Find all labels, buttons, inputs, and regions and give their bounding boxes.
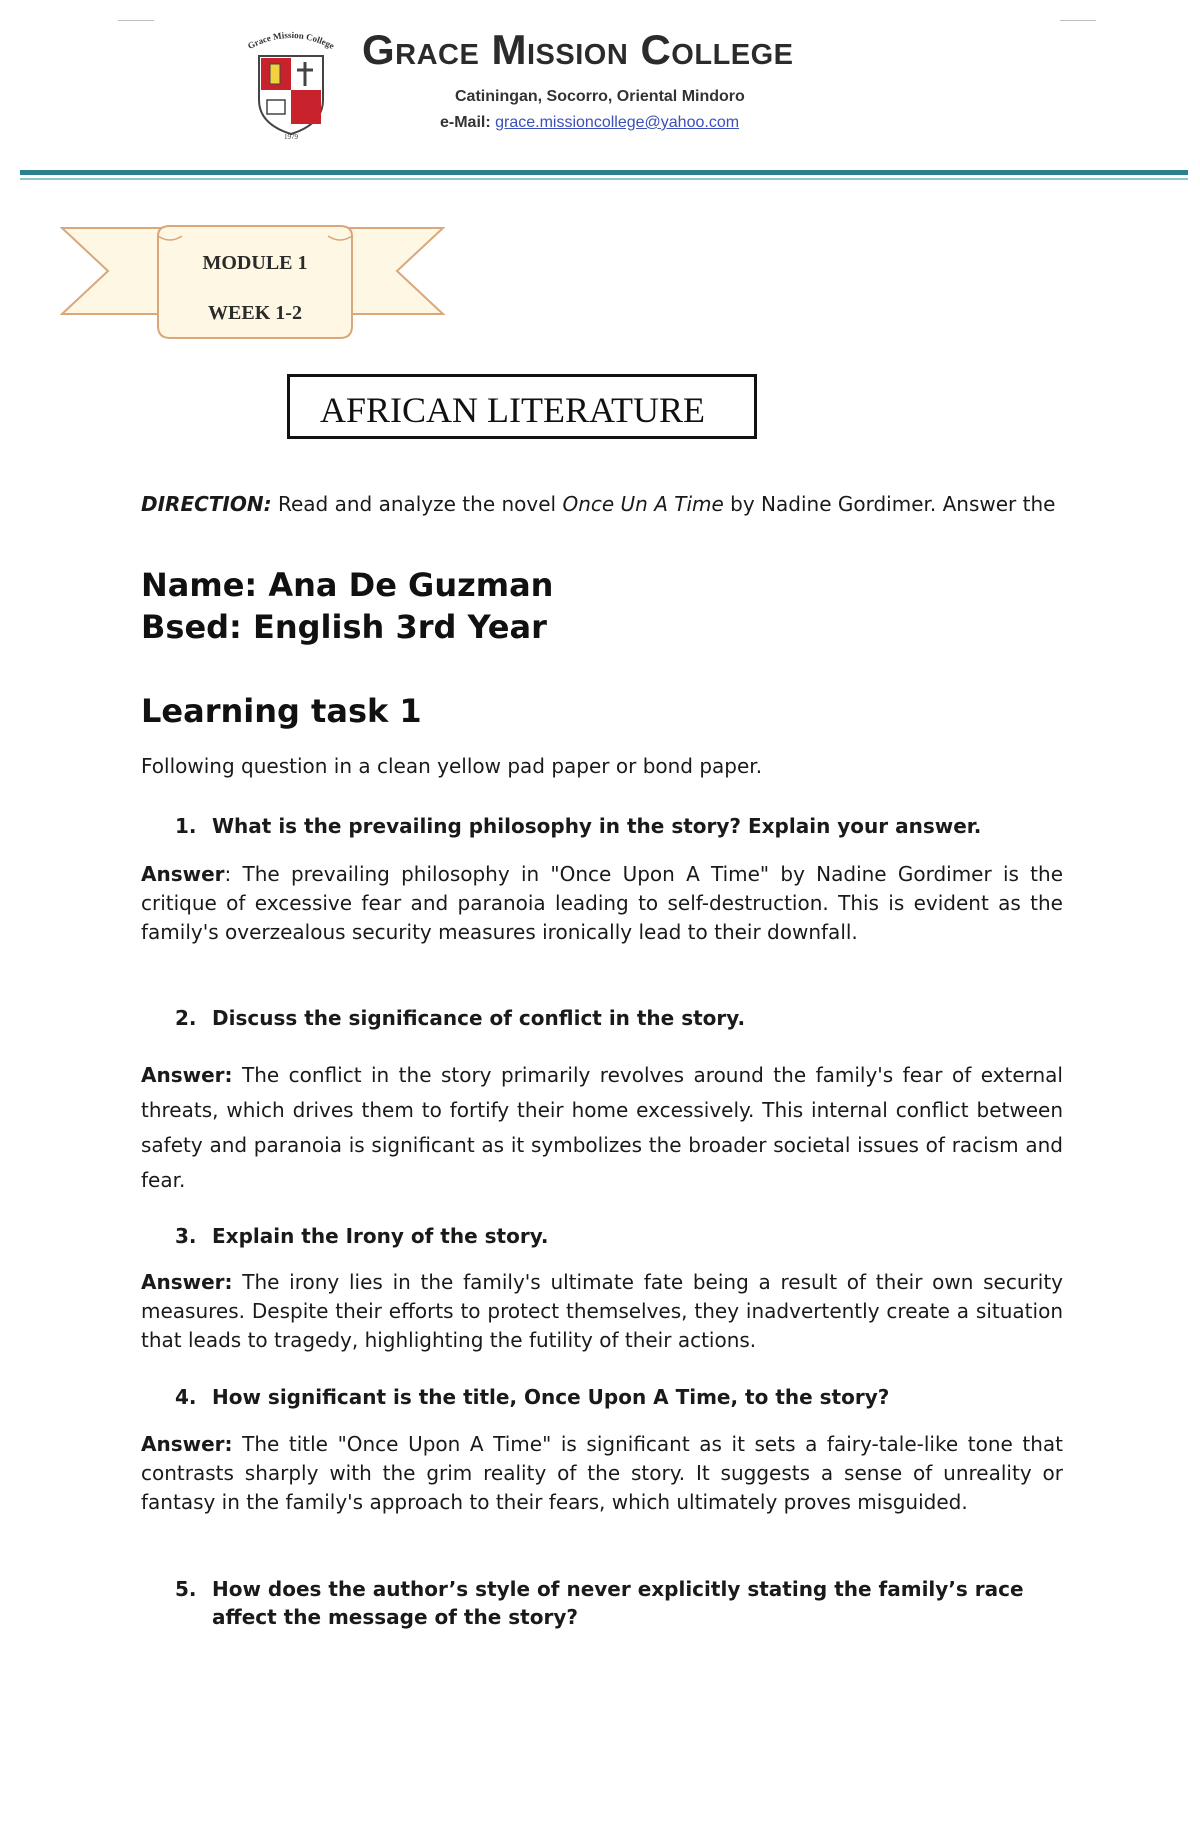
email-label: e-Mail: — [440, 114, 491, 131]
subject-title: AFRICAN LITERATURE — [320, 390, 705, 430]
email-link[interactable]: grace.missioncollege@yahoo.com — [495, 114, 740, 131]
answer-label: Answer: — [141, 1270, 233, 1294]
novel-title: Once Un A Time — [562, 492, 724, 516]
question-text: How significant is the title, Once Upon A Time, to the story? — [212, 1385, 890, 1409]
module-ribbon-banner — [60, 222, 445, 344]
college-address: Catiningan, Socorro, Oriental Mindoro — [455, 88, 745, 105]
header-divider-light — [20, 178, 1188, 180]
header-divider-dark — [20, 170, 1188, 175]
question-number: 2. — [175, 1006, 197, 1030]
question-text: Explain the Irony of the story. — [212, 1224, 549, 1248]
question-text: Discuss the significance of conflict in the story. — [212, 1006, 746, 1030]
svg-text:1979: 1979 — [284, 133, 298, 140]
direction-text-after: by Nadine Gordimer. Answer the — [723, 492, 1056, 516]
question-2 — [141, 1004, 1061, 1032]
learning-task-title: Learning task 1 — [141, 692, 422, 730]
answer-label: Answer — [141, 862, 225, 886]
question-5 — [141, 1575, 1041, 1631]
answer-label: Answer: — [141, 1063, 233, 1087]
question-3 — [141, 1222, 1061, 1250]
student-course: Bsed: English 3rd Year — [141, 608, 547, 646]
subject-title-box — [287, 374, 757, 439]
question-number: 1. — [175, 814, 197, 838]
answer-label: Answer: — [141, 1432, 233, 1456]
direction-paragraph — [141, 490, 1071, 519]
answer-3 — [141, 1268, 1063, 1355]
answer-4 — [141, 1430, 1063, 1517]
answer-text: The irony lies in the family's ultimate fate being a result of their own security measures. Despite their efforts to protect themselves, they inadvertently create a situation that leads to tragedy, highlighting the futility of their actions. — [141, 1270, 1063, 1352]
module-label: MODULE 1 — [202, 252, 308, 274]
college-email-line — [440, 114, 739, 132]
direction-text-before: Read and analyze the novel — [271, 492, 563, 516]
question-number: 4. — [175, 1385, 197, 1409]
student-name: Name: Ana De Guzman — [141, 566, 554, 604]
question-number: 3. — [175, 1224, 197, 1248]
top-left-corner-mark — [118, 20, 154, 21]
college-crest-logo — [237, 30, 345, 140]
answer-2 — [141, 1058, 1063, 1198]
svg-text:Grace Mission College: Grace Mission College — [246, 30, 336, 52]
answer-1 — [141, 860, 1063, 947]
direction-label: DIRECTION: — [141, 492, 272, 516]
task-instruction: Following question in a clean yellow pad paper or bond paper. — [141, 754, 763, 778]
question-4 — [141, 1383, 1061, 1411]
week-label: WEEK 1-2 — [208, 302, 302, 324]
question-text: How does the author’s style of never explicitly stating the family’s race affect the message of the story? — [212, 1577, 1024, 1629]
question-number: 5. — [175, 1577, 197, 1601]
top-right-corner-mark — [1060, 20, 1096, 21]
answer-text: The conflict in the story primarily revolves around the family's fear of external threats, which drives them to fortify their home excessively. This internal conflict between safety and paranoia is significant as it symbolizes the broader societal issues of racism and fear. — [141, 1063, 1063, 1192]
question-1 — [141, 812, 1061, 840]
question-text: What is the prevailing philosophy in the story? Explain your answer. — [212, 814, 982, 838]
college-name: Grace Mission College — [362, 26, 794, 73]
answer-text: The title "Once Upon A Time" is significant as it sets a fairy-tale-like tone that contrasts sharply with the grim reality of the story. It suggests a sense of unreality or fantasy in the family's approach to their fears, which ultimately proves misguided. — [141, 1432, 1063, 1514]
answer-text: : The prevailing philosophy in "Once Upon A Time" by Nadine Gordimer is the critique of excessive fear and paranoia leading to self-destruction. This is evident as the family's overzealous security measures ironically lead to their downfall. — [141, 862, 1063, 944]
